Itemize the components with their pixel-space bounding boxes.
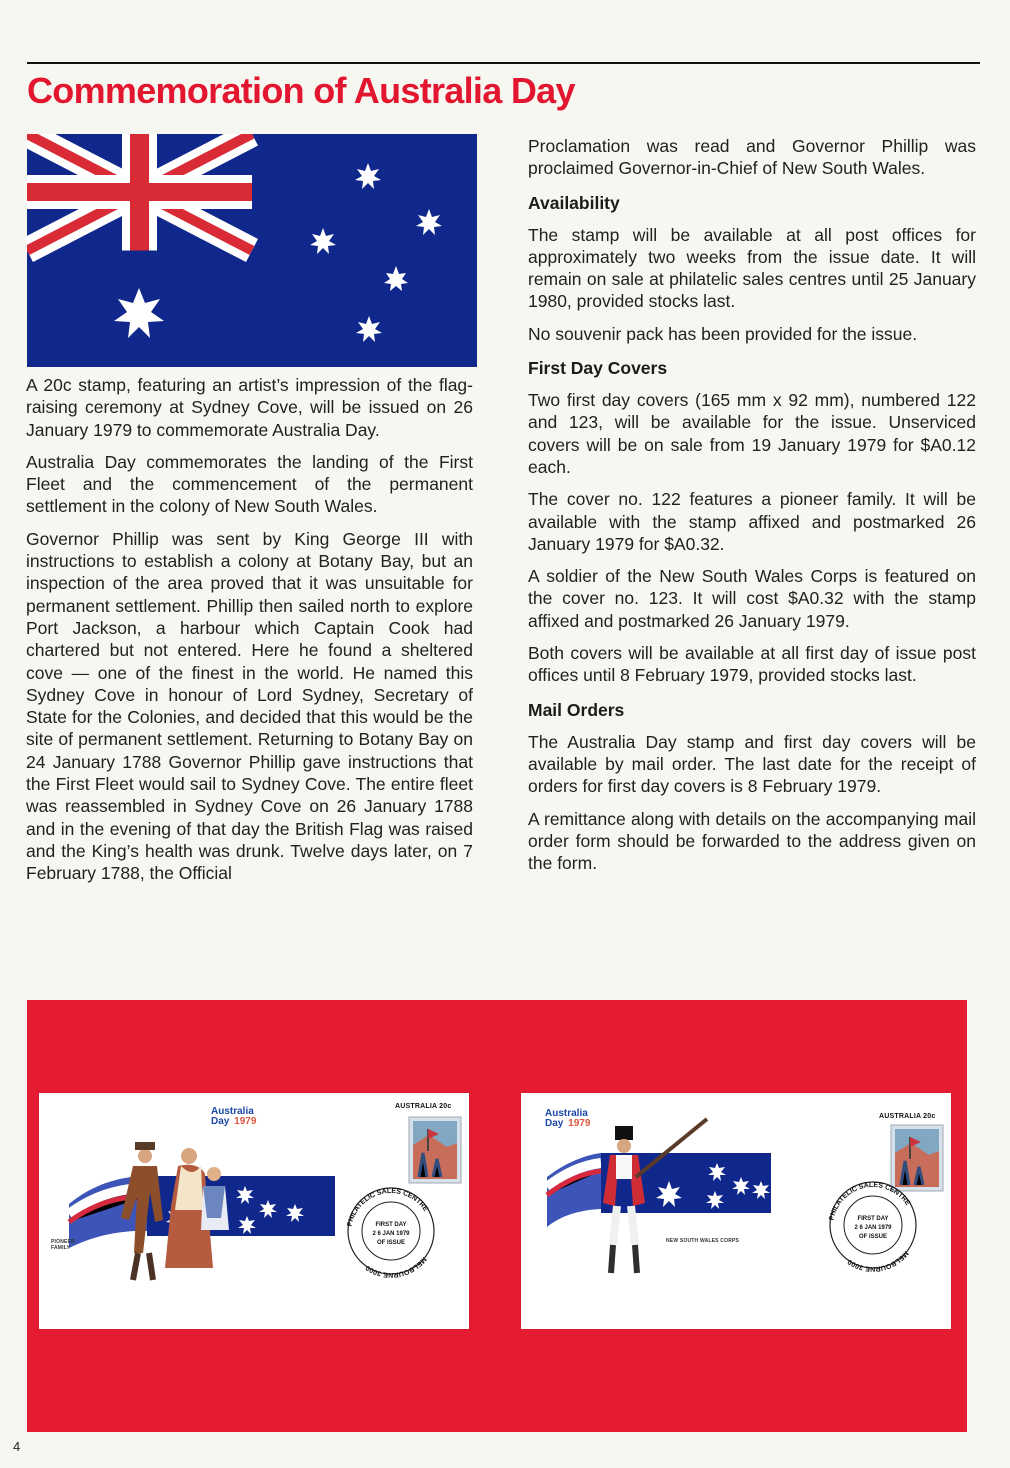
postmark-line-2: 2 6 JAN 1979 xyxy=(372,1231,410,1237)
postmark-top-text: PHILATELIC SALES CENTRE xyxy=(828,1181,912,1222)
australian-flag-icon xyxy=(27,134,477,367)
first-day-covers-paragraph-2: The cover no. 122 features a pioneer family. It will be available with the stamp affixed and postmarked 26 January 1979 for $A0.32. xyxy=(528,489,976,554)
postmark-top-text: PHILATELIC SALES CENTRE xyxy=(346,1187,430,1228)
postmark-line-2: 2 6 JAN 1979 xyxy=(854,1225,892,1231)
postmark-icon xyxy=(813,1165,933,1285)
first-day-cover-123 xyxy=(521,1093,951,1329)
availability-paragraph-1: The stamp will be available at all post offices for approximately two weeks from the issue date. It will remain on sale at philatelic sales centres until 25 January 1980, provided stocks last. xyxy=(528,224,976,312)
stamp-country: AUSTRALIA 20c xyxy=(879,1113,936,1120)
postmark-icon xyxy=(331,1171,451,1291)
cover-title: Australia Day 1979 xyxy=(211,1106,257,1127)
postmark-line-1: FIRST DAY xyxy=(375,1222,407,1228)
availability-heading: Availability xyxy=(528,192,620,213)
pioneer-family-caption: PIONEER FAMILY xyxy=(51,1239,75,1251)
australia-day-paragraph: Australia Day commemorates the landing of the First Fleet and the commencement of the permanent settlement in the colony of New South Wales. xyxy=(26,451,473,517)
australian-flag xyxy=(27,134,477,367)
stamp-country: AUSTRALIA 20c xyxy=(395,1103,452,1110)
mail-orders-paragraph-2: A remittance along with details on the accompanying mail order form should be forwarded to the address given on the form. xyxy=(528,808,976,874)
first-day-cover-122 xyxy=(39,1093,469,1329)
first-day-covers-paragraph-1: Two first day covers (165 mm x 92 mm), numbered 122 and 123, will be available for the issue. Unserviced covers will be on sale from 19 January 1979 for $A0.12 each. xyxy=(528,390,976,477)
intro-paragraph: A 20c stamp, featuring an artist’s impression of the flag-raising ceremony at Sydney Cove, will be issued on 26 January 1979 to commemorate Australia Day. xyxy=(26,375,473,440)
page-title: Commemoration of Australia Day xyxy=(27,70,575,111)
cover-title: Australia Day 1979 xyxy=(545,1108,591,1129)
postmark-bottom-text: MELBOURNE 3000 xyxy=(846,1249,910,1273)
soldier-illustration xyxy=(537,1119,797,1289)
history-paragraph: Governor Phillip was sent by King George III with instructions to establish a colony at Botany Bay, but an inspection of the area proved that it was unsuitable for permanent settlement. Phillip then sailed north to explore Port Jackson, a harbour which Captain Cook had chartered but not entered. Here he found a sheltered cove — one of the finest in the world. He named this Sydney Cove in honour of Lord Sydney, Secretary of State for the Colonies, and decided that this would be the site of permanent settlement. Returning to Botany Bay on 24 January 1788 Governor Phillip gave instructions that the First Fleet would sail to Sydney Cove. The entire fleet was reassembled in Sydney Cove on 26 January 1788 and in the evening of that day the British Flag was raised and the King’s health was drunk. Twelve days later, on 7 February 1788, the Official xyxy=(26,528,473,884)
soldier-caption: NEW SOUTH WALES CORPS xyxy=(666,1238,740,1244)
first-day-covers-paragraph-3: A soldier of the New South Wales Corps is featured on the cover no. 123. It will cost $A0.32 with the stamp affixed and postmarked 26 January 1979. xyxy=(528,566,976,631)
left-column-text xyxy=(26,374,473,895)
postmark-line-1: FIRST DAY xyxy=(857,1216,889,1222)
history-continuation: Proclamation was read and Governor Phillip was proclaimed Governor-in-Chief of New South Wales. xyxy=(528,136,976,179)
mail-orders-paragraph-1: The Australia Day stamp and first day covers will be available by mail order. The last date for the receipt of orders for first day covers is 8 February 1979. xyxy=(528,731,976,797)
top-rule xyxy=(27,62,980,64)
postmark-bottom-text: MELBOURNE 3000 xyxy=(364,1255,428,1279)
mail-orders-heading: Mail Orders xyxy=(528,699,625,720)
postmark-line-3: OF ISSUE xyxy=(858,1234,888,1240)
availability-paragraph-2: No souvenir pack has been provided for the issue. xyxy=(528,323,918,344)
postmark-line-3: OF ISSUE xyxy=(376,1240,406,1246)
first-day-covers-paragraph-4: Both covers will be available at all first day of issue post offices until 8 February 1979, provided stocks last. xyxy=(528,643,976,686)
page-number: 4 xyxy=(13,1439,21,1454)
right-column-text xyxy=(528,135,976,884)
first-day-covers-heading: First Day Covers xyxy=(528,358,668,379)
first-day-covers-panel xyxy=(27,1000,967,1432)
